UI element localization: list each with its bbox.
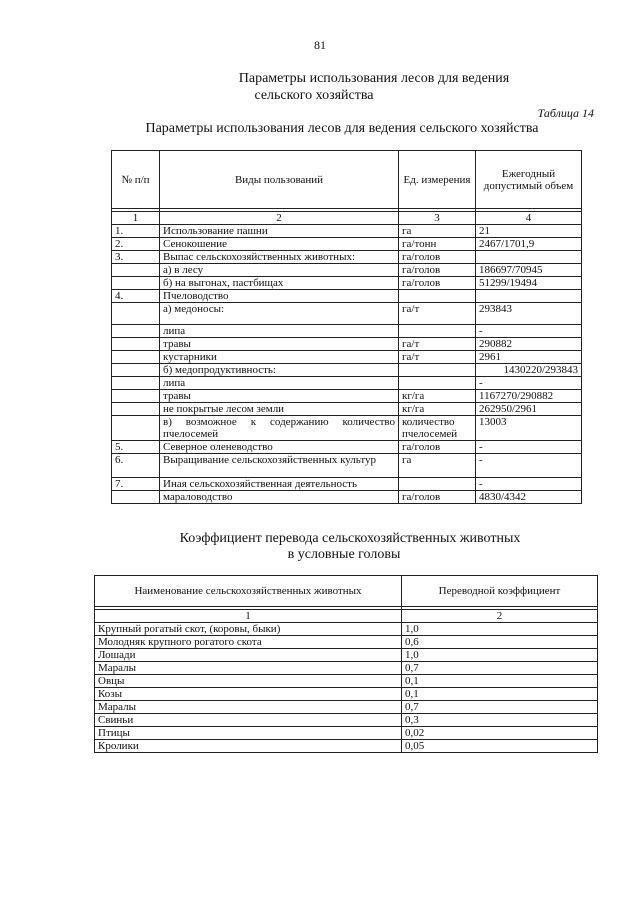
table2-row — [95, 688, 598, 701]
volume-cell: 1430220/293843 — [476, 364, 582, 377]
coefficient-cell: 1,0 — [402, 623, 598, 636]
row-number-cell — [112, 303, 160, 325]
table-header-row — [112, 151, 582, 209]
use-type-cell: травы — [160, 390, 399, 403]
animal-name-cell: Маралы — [95, 701, 402, 714]
row-number-cell — [112, 403, 160, 416]
page-number: 81 — [314, 38, 326, 52]
use-type-cell: мараловодство — [160, 491, 399, 504]
column-number-row — [112, 212, 582, 225]
row-number-cell — [112, 364, 160, 377]
volume-cell: - — [476, 441, 582, 454]
use-type-cell: а) медоносы: — [160, 303, 399, 325]
table2-row — [95, 636, 598, 649]
use-type-cell: не покрытые лесом земли — [160, 403, 399, 416]
unit-cell — [399, 377, 476, 390]
col-number-cell: 2 — [160, 212, 399, 225]
animal-name-cell: Крупный рогатый скот, (коровы, быки) — [95, 623, 402, 636]
header-cell-coefficient: Переводной коэффициент — [402, 576, 598, 607]
row-number-cell — [112, 325, 160, 338]
animal-name-cell: Кролики — [95, 740, 402, 753]
volume-cell: 1167270/290882 — [476, 390, 582, 403]
use-type-cell: Выращивание сельскохозяйственных культур — [160, 454, 399, 478]
volume-cell — [476, 251, 582, 264]
livestock-coefficient-table — [94, 575, 598, 753]
row-number-cell — [112, 491, 160, 504]
table-row — [112, 225, 582, 238]
unit-cell — [399, 290, 476, 303]
header-cell-unit: Ед. измерения — [399, 151, 476, 209]
use-type-cell: а) в лесу — [160, 264, 399, 277]
volume-cell: 293843 — [476, 303, 582, 325]
unit-cell: га/т — [399, 351, 476, 364]
table-row — [112, 390, 582, 403]
coefficient-cell: 0,7 — [402, 701, 598, 714]
table-row — [112, 416, 582, 441]
row-number-cell: 6. — [112, 454, 160, 478]
col-number-cell: 4 — [476, 212, 582, 225]
coefficient-cell: 0,3 — [402, 714, 598, 727]
row-number-cell: 2. — [112, 238, 160, 251]
forest-use-table-body — [112, 151, 582, 504]
use-type-cell: в) возможное к содержанию количество пчелосемей — [160, 416, 399, 441]
volume-cell: 21 — [476, 225, 582, 238]
table2-title-line-1: Коэффициент перевода сельскохозяйственных животных — [179, 531, 521, 546]
row-number-cell — [112, 390, 160, 403]
table-row — [112, 264, 582, 277]
table2-row — [95, 662, 598, 675]
table-row — [112, 290, 582, 303]
unit-cell: га/т — [399, 338, 476, 351]
livestock-coefficient-table-body — [95, 576, 598, 753]
table-row — [112, 377, 582, 390]
unit-cell: га/голов — [399, 264, 476, 277]
use-type-cell: б) медопродуктивность: — [160, 364, 399, 377]
row-number-cell — [112, 277, 160, 290]
table-row — [112, 364, 582, 377]
volume-cell: - — [476, 478, 582, 491]
volume-cell: 262950/2961 — [476, 403, 582, 416]
col-number-cell: 3 — [399, 212, 476, 225]
coefficient-cell: 0,05 — [402, 740, 598, 753]
coefficient-cell: 0,02 — [402, 727, 598, 740]
unit-cell: га — [399, 225, 476, 238]
volume-cell: 2467/1701,9 — [476, 238, 582, 251]
animal-name-cell: Маралы — [95, 662, 402, 675]
unit-cell — [399, 364, 476, 377]
animal-name-cell: Козы — [95, 688, 402, 701]
table-row — [112, 491, 582, 504]
col-number-cell: 1 — [95, 610, 402, 623]
row-number-cell: 3. — [112, 251, 160, 264]
table2-row — [95, 714, 598, 727]
col-number-cell: 1 — [112, 212, 160, 225]
table2-row — [95, 740, 598, 753]
table2-row — [95, 727, 598, 740]
header-cell-volume: Ежегодный допустимый объем — [476, 151, 582, 209]
table-row — [112, 351, 582, 364]
volume-cell: 4830/4342 — [476, 491, 582, 504]
table-row — [112, 478, 582, 491]
coefficient-cell: 0,6 — [402, 636, 598, 649]
unit-cell — [399, 478, 476, 491]
volume-cell: - — [476, 454, 582, 478]
volume-cell: - — [476, 377, 582, 390]
animal-name-cell: Свиньи — [95, 714, 402, 727]
use-type-cell: Использование пашни — [160, 225, 399, 238]
table-row — [112, 303, 582, 325]
use-type-cell: б) на выгонах, пастбищах — [160, 277, 399, 290]
table-row — [112, 441, 582, 454]
volume-cell: 186697/70945 — [476, 264, 582, 277]
use-type-cell: липа — [160, 325, 399, 338]
heading-line-2: сельского хозяйства — [254, 88, 374, 103]
table-row — [112, 251, 582, 264]
row-number-cell — [112, 264, 160, 277]
use-type-cell: липа — [160, 377, 399, 390]
table2-row — [95, 623, 598, 636]
volume-cell: 2961 — [476, 351, 582, 364]
volume-cell: 51299/19494 — [476, 277, 582, 290]
row-number-cell: 5. — [112, 441, 160, 454]
row-number-cell — [112, 338, 160, 351]
header-cell-use-type: Виды пользований — [160, 151, 399, 209]
unit-cell: кг/га — [399, 390, 476, 403]
coefficient-cell: 0,1 — [402, 675, 598, 688]
unit-cell: га/голов — [399, 277, 476, 290]
table2-header-row — [95, 576, 598, 607]
unit-cell: кг/га — [399, 403, 476, 416]
header-cell-animal: Наименование сельскохозяйственных животных — [95, 576, 402, 607]
coefficient-cell: 1,0 — [402, 649, 598, 662]
table-row — [112, 277, 582, 290]
table2-title-line-2: в условные головы — [287, 547, 401, 562]
unit-cell: га/т — [399, 303, 476, 325]
row-number-cell — [112, 377, 160, 390]
use-type-cell: кустарники — [160, 351, 399, 364]
unit-cell: га/голов — [399, 441, 476, 454]
forest-use-table — [111, 150, 582, 504]
animal-name-cell: Лошади — [95, 649, 402, 662]
coefficient-cell: 0,7 — [402, 662, 598, 675]
row-number-cell: 1. — [112, 225, 160, 238]
unit-cell — [399, 325, 476, 338]
table-row — [112, 338, 582, 351]
table-row — [112, 454, 582, 478]
coefficient-cell: 0,1 — [402, 688, 598, 701]
animal-name-cell: Овцы — [95, 675, 402, 688]
volume-cell: - — [476, 325, 582, 338]
unit-cell: га/тонн — [399, 238, 476, 251]
row-number-cell — [112, 416, 160, 441]
unit-cell: га/голов — [399, 251, 476, 264]
use-type-cell: травы — [160, 338, 399, 351]
use-type-cell: Пчеловодство — [160, 290, 399, 303]
table2-row — [95, 701, 598, 714]
table2-row — [95, 675, 598, 688]
row-number-cell — [112, 351, 160, 364]
heading-line-1: Параметры использования лесов для ведения — [238, 71, 510, 86]
table-title: Параметры использования лесов для ведения сельского хозяйства — [145, 121, 539, 136]
row-number-cell: 4. — [112, 290, 160, 303]
use-type-cell: Иная сельскохозяйственная деятельность — [160, 478, 399, 491]
table2-column-number-row — [95, 610, 598, 623]
header-cell-number: № п/п — [112, 151, 160, 209]
table-label: Таблица 14 — [537, 106, 594, 120]
unit-cell: количество пчелосемей — [399, 416, 476, 441]
unit-cell: га/голов — [399, 491, 476, 504]
table-row — [112, 325, 582, 338]
table-row — [112, 238, 582, 251]
volume-cell — [476, 290, 582, 303]
row-number-cell: 7. — [112, 478, 160, 491]
table-row — [112, 403, 582, 416]
use-type-cell: Северное оленеводство — [160, 441, 399, 454]
use-type-cell: Выпас сельскохозяйственных животных: — [160, 251, 399, 264]
table2-row — [95, 649, 598, 662]
volume-cell: 290882 — [476, 338, 582, 351]
use-type-cell: Сенокошение — [160, 238, 399, 251]
animal-name-cell: Молодняк крупного рогатого скота — [95, 636, 402, 649]
volume-cell: 13003 — [476, 416, 582, 441]
unit-cell: га — [399, 454, 476, 478]
col-number-cell: 2 — [402, 610, 598, 623]
animal-name-cell: Птицы — [95, 727, 402, 740]
